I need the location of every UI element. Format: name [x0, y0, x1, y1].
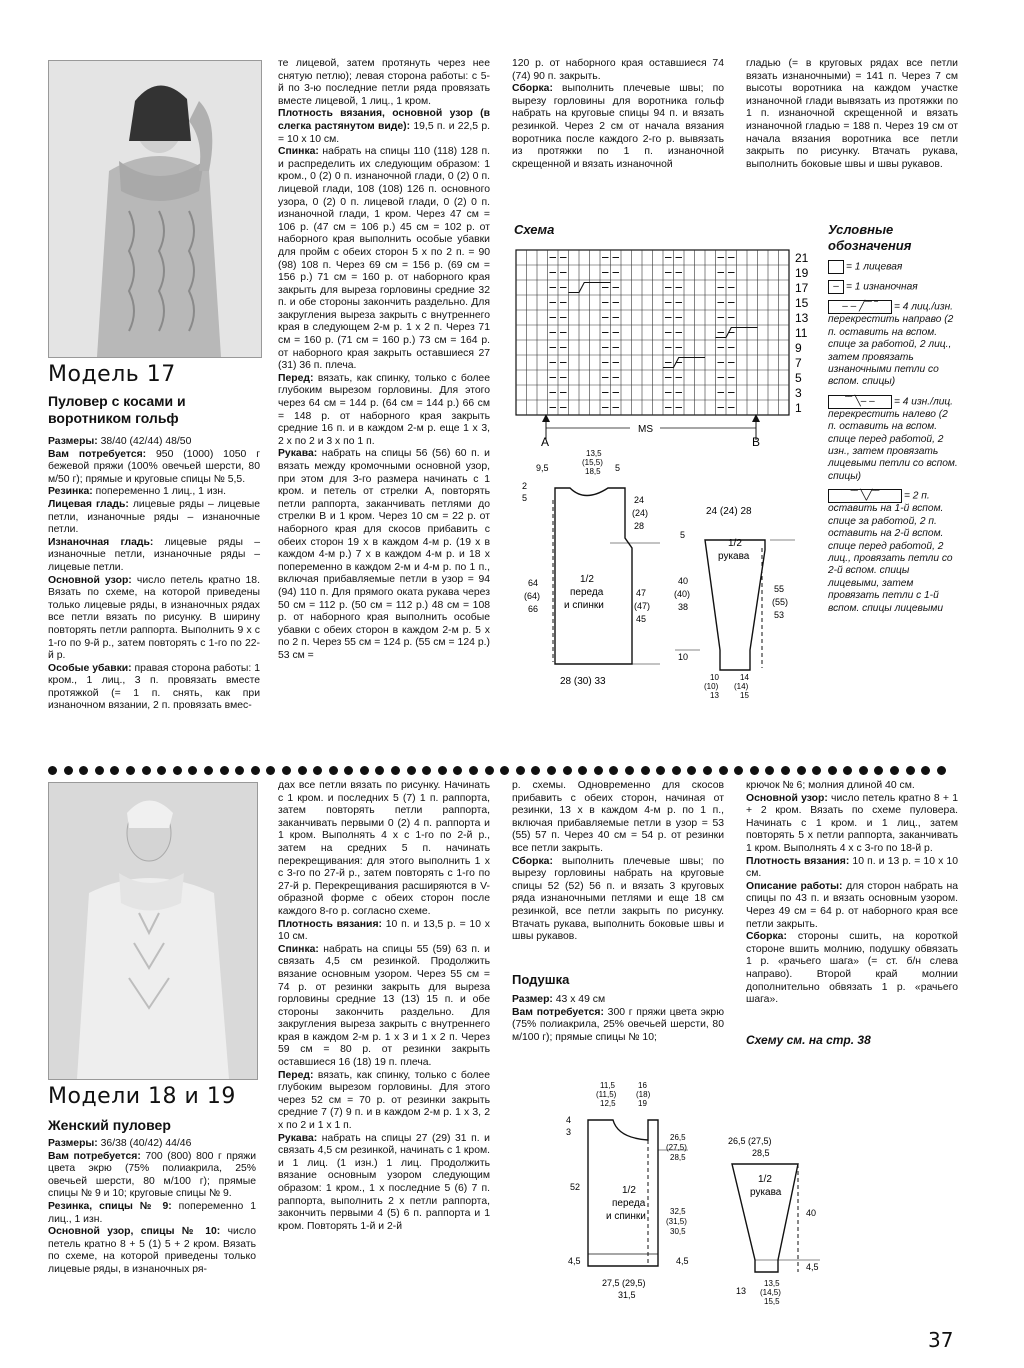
- knitting-chart: [510, 240, 820, 450]
- chart-row-number: 1: [795, 401, 802, 415]
- paragraph-heading: Описание работы:: [746, 880, 843, 892]
- chart-row-number: 9: [795, 341, 802, 355]
- separator-dot-icon: [937, 766, 946, 775]
- b18-n3: 3: [566, 1127, 572, 1137]
- model18-title: Модели 18 и 19: [48, 1084, 236, 1109]
- sleeve-dim-right-3: 53: [774, 610, 785, 620]
- legend-item: [828, 489, 958, 615]
- model18-subtitle: Женский пуловер: [48, 1117, 171, 1133]
- separator-dot-icon: [360, 766, 369, 775]
- paragraph-heading: Плотность вязания, основной узор (в слегка растянутом виде):: [278, 108, 490, 132]
- b18-r1-3: 28,5: [670, 1153, 686, 1162]
- paragraph-text: лицевые ряды – лицевые петли, изнаночные ряды – изнаночные петли.: [48, 498, 260, 536]
- b18-rib-l: 4,5: [568, 1256, 581, 1266]
- paragraph-text: попеременно 1 лиц., 1 изн.: [48, 1200, 256, 1225]
- legend-symbol-icon: [828, 260, 844, 274]
- paragraph-text: число петель кратно 8 + 1 + 2 кром. Вязать по схеме пуловера. Начинать с 1 кром. и 1 лиц., затем повторять 5 х петли раппорта, заканчивать 1 кром. Выполнять 4 х с 3-го по 18-й р.: [746, 792, 958, 854]
- paragraph-text: число петель кратно 18. Вязать по схеме, на которой приведены только лицевые ряды, в изнаночных рядах все петли вязать по рисунку. В ширину повторять петли раппорта. Выполнить 9 х с 1-го по 9-й р., затем повторять с 1-го по 22-й р.: [48, 574, 260, 662]
- paragraph-heading: Размеры:: [48, 1138, 98, 1149]
- separator-dot-icon: [687, 766, 696, 775]
- body-dim-bottom: 28 (30) 33: [560, 676, 606, 687]
- body-dim-shoulder: 9,5: [536, 463, 549, 473]
- paragraph: [512, 58, 724, 83]
- paragraph-text: правая сторона работы: 1 кром., 1 лиц., 3 п. провязать вместе протяжкой (= 1 п. снять, как при изнаночном вязании, 2 п. провязать вмес-: [48, 662, 260, 712]
- separator-dot-icon: [641, 766, 650, 775]
- paragraph-heading: Резинка:: [48, 486, 93, 498]
- separator-dot-icon: [282, 766, 291, 775]
- chart-row-number: 21: [795, 251, 809, 265]
- separator-dot-icon: [173, 766, 182, 775]
- model18-column-1: [48, 1138, 256, 1277]
- model17-column-2: [278, 58, 490, 663]
- paragraph-text: набрать на спицы 110 (118) 128 п. и распределить их следующим образом: 1 кром., 0 (2) 0 п. изнаночной глади, 0 (2) 0 п. лицевой глади, 108 (108) 126 п. основного узора, 0 (2) 0 п. лицевой глади, 0 (2) 0 п. изнаночной глади, 1 кром. Через 47 см = 106 р. (47 см = 106 р.) 45 см = 102 р. от наборного края выполнить особые убавки для пройм с обеих сторон 5 х по 2 п. = 90 (98) 108 п. Через 69 см = 156 р. (69 см = 156 р.) 71 см = 160 р. от наборного края закрыть для выреза горловины средние 32 п. и обе стороны закончить раздельно. Для закругления выреза закрыть с внутреннего края в следующем 2-м р. 1 х 2 п. Через 71 см = 160 р. (71 см = 160 р.) 73 см = 164 р. от наборного края закрыть оставшиеся 27 (31) 36 п. плеча.: [278, 146, 490, 372]
- sleeve-dim-right-2: (55): [772, 597, 789, 607]
- separator-dot-icon: [266, 766, 275, 775]
- paragraph: [746, 881, 958, 931]
- paragraph: [48, 663, 260, 713]
- s18-b-3: 15,5: [764, 1297, 780, 1306]
- legend-text: = 2 п. оставить на 1-й вспом. спице за работой, 2 п. оставить на 2-й вспом. спице перед работой, 2 лиц., провязать петли со 2-й вспом. спицы лицевыми, затем провязать петли с 1-й вспом. спицы лицевыми: [828, 490, 953, 614]
- b18-label-1: 1/2: [622, 1185, 636, 1196]
- body-dim-neck-depth-2: 2: [522, 481, 528, 491]
- body-dim-side-1: 47: [636, 588, 647, 598]
- legend-symbol-icon: ‾‾ ╲– –: [828, 395, 892, 409]
- separator-dot-icon: [719, 766, 728, 775]
- paragraph-heading: Вам потребуется:: [48, 448, 147, 460]
- model18-column-3: [512, 780, 724, 944]
- body-dim-armhole-3: 28: [634, 521, 645, 531]
- separator-dot-icon: [157, 766, 166, 775]
- paragraph: [48, 499, 260, 537]
- paragraph-text: 43 х 49 см: [552, 994, 606, 1005]
- body-label-3: и спинки: [564, 600, 604, 611]
- paragraph-heading: Основной узор, спицы № 10:: [48, 1226, 221, 1238]
- paragraph: [512, 1007, 724, 1045]
- legend-symbol-icon: –: [828, 280, 844, 294]
- paragraph-heading: Вам потребуется:: [512, 1006, 604, 1018]
- sleeve-dim-b2-2: (14): [734, 682, 749, 691]
- ms-label: MS: [638, 424, 653, 435]
- separator-dot-icon: [298, 766, 307, 775]
- paragraph-heading: Спинка:: [278, 943, 319, 955]
- separator-dot-icon: [547, 766, 556, 775]
- b18-t2-2: (18): [636, 1090, 651, 1099]
- b18-r1-2: (27,5): [666, 1143, 687, 1152]
- paragraph-text: дах все петли вязать по рисунку. Начинать с 1 кром. и последних 5 (7) 1 п. раппорта, затем повторять петли раппорта, заканчивать первыми 0 (2) 4 п. раппорта и 1 кром. Выполнять 4 х с 1-го по 2-й р., затем на средних 5 п. начинать перекрещивания: для этого выполнить 1 х с 3-го по 27-й р., затем повторять с 1-го по 27-й р. Перекрещивания расширяются в V-образной форме с обеих сторон после каждого 8-го р. согласно схеме.: [278, 780, 490, 917]
- see-schema-note: Схему см. на стр. 38: [746, 1033, 871, 1047]
- separator-dot-icon: [609, 766, 618, 775]
- separator-dot-icon: [235, 766, 244, 775]
- paragraph-heading: Перед:: [278, 1069, 314, 1081]
- paragraph-text: выполнить плечевые швы; по вырезу горловины для воротника гольф набрать на круговые спицы 94 п. и вязать резинкой. Через 2 см от начала вязания воротника после каждого 2-го р. вывязать из протяжки по 1 п. изнаночной скрещенной и вязать изнаночной: [512, 83, 724, 170]
- paragraph-text: гладью (= в круговых рядах все петли вязать изнаночными) = 141 п. Через 7 см высоты воротника на каждом участке изнаночной глади вывязать из протяжки по 1 п. изнаночной скрещенной и вязать изнаночной гладью = 188 п. Через 19 см от начала вязания воротника все петли закрыть по рисунку. Втачать рукава, выполнить боковые швы и швы рукавов.: [746, 58, 958, 170]
- paragraph: [512, 780, 724, 856]
- body-dim-height-3: 66: [528, 604, 539, 614]
- separator-dot-icon: [391, 766, 400, 775]
- paragraph: [278, 448, 490, 662]
- body-dim-neck-depth-5: 5: [522, 493, 528, 503]
- s18-b-1: 13,5: [764, 1279, 780, 1288]
- chart-row-number: 17: [795, 281, 809, 295]
- dotted-separator: [48, 762, 958, 774]
- chart-row-number: 11: [795, 326, 808, 340]
- b18-label-3: и спинки: [606, 1211, 646, 1222]
- body-dim-armhole-1: 24: [634, 495, 645, 505]
- paragraph-text: р. схемы. Одновременно для скосов прибавить с обеих сторон, начиная от резинки, 13 х в каждом 4-м р. по 1 п., включая прибавляемые петли в узор = 53 (55) 57 п. Через 40 см = 54 р. от резинки все петли закрыть.: [512, 780, 724, 854]
- separator-dot-icon: [531, 766, 540, 775]
- separator-dot-icon: [438, 766, 447, 775]
- separator-dot-icon: [890, 766, 899, 775]
- paragraph: [512, 994, 724, 1007]
- paragraph-heading: Резинка, спицы № 9:: [48, 1200, 172, 1212]
- paragraph: [512, 856, 724, 944]
- separator-dot-icon: [204, 766, 213, 775]
- b18-h: 52: [570, 1182, 581, 1192]
- paragraph: [746, 780, 958, 793]
- b18-t2-3: 19: [638, 1099, 647, 1108]
- separator-dot-icon: [79, 766, 88, 775]
- legend-title: Условные обозначения: [828, 222, 912, 253]
- sleeve-dim-b1-3: 13: [710, 691, 719, 700]
- sleeve-dim-b2-1: 14: [740, 673, 749, 682]
- s18-label-2: рукава: [750, 1187, 782, 1198]
- separator-dot-icon: [220, 766, 229, 775]
- paragraph: [48, 1201, 256, 1226]
- paragraph-heading: Рукава:: [278, 1132, 318, 1144]
- chart-row-number: 15: [795, 296, 809, 310]
- paragraph-heading: Сборка:: [512, 855, 553, 867]
- sleeve-dim-b1-2: (10): [704, 682, 719, 691]
- paragraph: [746, 58, 958, 171]
- paragraph-text: стороны сшить, на короткой стороне вшить молнию, подушку обвязать 1 р. «рачьего шага» (= ст. б/н слева направо). Второй край молнии дополнительно обвязать 1 р. «рачьего шага».: [746, 931, 958, 1006]
- b18-b-2: 31,5: [618, 1290, 636, 1300]
- paragraph-text: крючок № 6; молния длиной 40 см.: [746, 780, 915, 791]
- paragraph: [278, 58, 490, 108]
- paragraph: [746, 793, 958, 856]
- separator-dot-icon: [921, 766, 930, 775]
- paragraph: [48, 537, 260, 575]
- model18-photo: [48, 782, 258, 1080]
- model18-column-2: [278, 780, 490, 1233]
- separator-dot-icon: [797, 766, 806, 775]
- model17-title: Модель 17: [48, 362, 176, 387]
- chart-grid: [516, 250, 789, 415]
- b18-t2-1: 16: [638, 1081, 647, 1090]
- paragraph-text: выполнить плечевые швы; по вырезу горловины набрать на круговые спицы 52 (52) 56 п. и вязать 3 круговых ряда изнаночными петлями и еще 18 см резинкой, все петли закрыть по рисунку. Втачать рукава, выполнить боковые швы и швы рукавов.: [512, 855, 724, 943]
- sleeve-dim-rib: 10: [678, 652, 689, 662]
- separator-dot-icon: [734, 766, 743, 775]
- paragraph: [746, 856, 958, 881]
- paragraph-text: для сторон набрать на спицы по 43 п. и вязать основным узором. Через 49 см = 64 р. от наборного края все петли закрыть.: [746, 880, 958, 930]
- paragraph-heading: Рукава:: [278, 448, 318, 460]
- separator-dot-icon: [453, 766, 462, 775]
- body-dim-neck-2: (15,5): [582, 458, 603, 467]
- body-label-2: переда: [570, 587, 604, 598]
- separator-dot-icon: [126, 766, 135, 775]
- model17-body-schematic: [520, 448, 660, 698]
- paragraph-text: вязать, как спинку, только с более глубоким вырезом горловины. Для этого через 64 см = 144 р. (64 см = 144 р.) 66 см = 148 р. от наборного края закрыть средние 16 п. и в каждом 2-м р. еще 1 х 3, 2 х по 2 и 3 х по 1 п.: [278, 372, 490, 447]
- paragraph-text: 10 п. и 13 р. = 10 х 10 см.: [746, 855, 958, 880]
- legend-symbol-icon: ‾‾ ╲╱‾‾: [828, 489, 902, 503]
- paragraph-heading: Размер:: [512, 994, 553, 1005]
- paragraph-text: 10 п. и 13,5 р. = 10 х 10 см.: [278, 918, 490, 943]
- paragraph-heading: Изнаночная гладь:: [48, 536, 154, 548]
- sleeve-label-1: 1/2: [728, 538, 742, 549]
- separator-dot-icon: [781, 766, 790, 775]
- b18-n4: 4: [566, 1115, 572, 1125]
- sleeve-dim-left-2: (40): [674, 589, 691, 599]
- model17-column-1: [48, 436, 260, 713]
- paragraph-text: попеременно 1 лиц., 1 изн.: [92, 486, 227, 498]
- paragraph-heading: Сборка:: [746, 931, 787, 943]
- paragraph: [48, 449, 260, 487]
- page-number: 37: [928, 1328, 954, 1352]
- separator-dot-icon: [64, 766, 73, 775]
- separator-dot-icon: [672, 766, 681, 775]
- paragraph: [278, 1133, 490, 1234]
- legend-symbol-icon: – – ╱‾‾ ‾: [828, 300, 892, 314]
- arrow-a-label: A: [541, 435, 550, 449]
- paragraph-text: лицевые ряды – изнаночные петли, изнаночные ряды – лицевые петли.: [48, 536, 260, 573]
- separator-dot-icon: [48, 766, 57, 775]
- paragraph: [48, 575, 260, 663]
- sleeve-dim-top: 24 (24) 28: [706, 506, 752, 517]
- legend-item: [828, 300, 958, 389]
- b18-r2-1: 32,5: [670, 1207, 686, 1216]
- model17-subtitle: Пуловер с косами и воротником гольф: [48, 393, 186, 426]
- separator-dot-icon: [422, 766, 431, 775]
- pillow-title: Подушка: [512, 972, 570, 987]
- s18-label-1: 1/2: [758, 1174, 772, 1185]
- paragraph: [48, 1138, 256, 1151]
- body-dim-armhole-2: (24): [632, 508, 649, 518]
- body-dim-height-1: 64: [528, 578, 539, 588]
- paragraph-text: набрать на спицы 55 (59) 63 п. и связать 4,5 см резинкой. Продолжить вязание основным узором. Через 55 см = 74 р. от резинки закрыть для выреза горловины средние 13 (13) 15 п. и обе стороны закончить раздельно. Для закругления выреза закрыть с внутреннего края в каждом 2-м р. 1 х 3 и 1 х 2 п. Через 59 см = 80 р. от резинки закрыть оставшиеся 16 (18) 19 п. плеча.: [278, 943, 490, 1069]
- pillow-column: [512, 994, 724, 1044]
- separator-dot-icon: [594, 766, 603, 775]
- paragraph-text: 36/38 (40/42) 44/46: [97, 1138, 192, 1149]
- chart-row-numbers: [795, 251, 809, 415]
- model18-figure: [49, 783, 257, 1079]
- paragraph: [278, 780, 490, 919]
- b18-r1-1: 26,5: [670, 1133, 686, 1142]
- paragraph-text: набрать на спицы 27 (29) 31 п. и связать 4,5 см резинкой, начинать с 1 кром. и 1 лиц. (1 изн.) 1 лиц. Продолжить вязание основным узором следующим образом: 1 кром., 1 х последние 5 (6) 7 п. раппорта, выполнить 2 х петли раппорта, закончить первыми 4 (5) 6 п. раппорта и 1 кром. Повторять 1-й и 2-й: [278, 1132, 490, 1232]
- chart-row-number: 3: [795, 386, 802, 400]
- paragraph-text: 38/40 (42/44) 48/50: [97, 436, 192, 447]
- s18-b-2: (14,5): [760, 1288, 781, 1297]
- model17-column-4: [746, 58, 958, 171]
- paragraph-heading: Особые убавки:: [48, 662, 132, 674]
- b18-rib-r: 4,5: [676, 1256, 689, 1266]
- paragraph-heading: Спинка:: [278, 146, 319, 158]
- separator-dot-icon: [625, 766, 634, 775]
- separator-dot-icon: [578, 766, 587, 775]
- paragraph: [278, 944, 490, 1070]
- b18-t1-1: 11,5: [600, 1081, 615, 1090]
- s18-top-1: 26,5 (27,5): [728, 1136, 772, 1146]
- paragraph-text: набрать на спицы 56 (56) 60 п. и вязать между кромочными основной узор, при этом для 3-го размера начинать с 1 кром. и петель от стрелки А, повторять петли раппорта, заканчивать петлями до стрелки В и 1 кром. Через 10 см = 22 р. от наборного края для скосов прибавить с обеих сторон 19 х в каждом 4-м р. (19 х в каждом 4-м р.) 7 х в каждом 4-м р. и 18 х попеременно в каждом 2-м и 4-м р. по 1 п., включая прибавляемые петли в узор = 94 (94) 110 п. Для прямого оката рукава через 50 см = 112 р. (50 см = 112 р.) 48 см = 108 р. от наборного края выполнить особые убавки с обеих сторон в каждом 2-м р. 5 х по 2 п. Через 55 см = 124 р. (55 см = 124 р.) 53 см =: [278, 448, 490, 661]
- paragraph-text: число петель кратно 8 + 5 (1) 5 + 2 кром. Вязать по схеме, на которой приведены только лицевые ряды, в изнаночных ря-: [48, 1226, 256, 1275]
- separator-dot-icon: [500, 766, 509, 775]
- legend-item: [828, 260, 958, 274]
- paragraph: [48, 486, 260, 499]
- b18-r2-2: (31,5): [666, 1217, 687, 1226]
- paragraph: [746, 931, 958, 1007]
- body-dim-neck-side: 5: [615, 463, 621, 473]
- separator-dot-icon: [469, 766, 478, 775]
- body-dim-side-2: (47): [634, 601, 651, 611]
- separator-dot-icon: [656, 766, 665, 775]
- separator-dot-icon: [812, 766, 821, 775]
- separator-dot-icon: [407, 766, 416, 775]
- body-dim-height-2: (64): [524, 591, 541, 601]
- model17-photo: [48, 60, 262, 358]
- separator-dot-icon: [110, 766, 119, 775]
- sleeve-dim-cap: 5: [680, 530, 686, 540]
- paragraph: [48, 1226, 256, 1276]
- separator-dot-icon: [828, 766, 837, 775]
- separator-dot-icon: [516, 766, 525, 775]
- separator-dot-icon: [188, 766, 197, 775]
- paragraph: [278, 108, 490, 146]
- s18-b-l: 13: [736, 1286, 747, 1296]
- paragraph: [48, 436, 260, 449]
- separator-dot-icon: [329, 766, 338, 775]
- paragraph: [278, 146, 490, 373]
- s18-top-2: 28,5: [752, 1148, 770, 1158]
- body-dim-neck-3: 18,5: [585, 467, 601, 476]
- paragraph-heading: Плотность вязания:: [746, 855, 850, 867]
- paragraph-heading: Вам потребуется:: [48, 1150, 141, 1162]
- separator-dot-icon: [251, 766, 260, 775]
- separator-dot-icon: [95, 766, 104, 775]
- separator-dot-icon: [750, 766, 759, 775]
- model18-column-4: [746, 780, 958, 1007]
- legend-text: = 4 изн./лиц. перекрестить налево (2 п. оставить на вспом. спице перед работой, 2 изн., затем провязать лицевыми петли со вспом. спицы): [828, 396, 958, 482]
- paragraph-text: 19,5 п. и 22,5 р. = 10 х 10 см.: [278, 120, 490, 145]
- s18-h: 40: [806, 1208, 817, 1218]
- paragraph: [512, 83, 724, 171]
- model18-body-schematic: [558, 1078, 708, 1308]
- separator-dot-icon: [313, 766, 322, 775]
- paragraph-heading: Перед:: [278, 372, 314, 384]
- chart-title: Схема: [514, 222, 555, 237]
- paragraph: [278, 1070, 490, 1133]
- paragraph-text: вязать, как спинку, только с более глубоким вырезом горловины. Для этого через 52 см = 70 р. от резинки закрыть средние 7 (7) 9 п. и в каждом 2-м р. 1 х 3, 2 х по 2 и 1 х 1 п.: [278, 1069, 490, 1132]
- legend-text: = 4 лиц./изн. перекрестить направо (2 п. оставить на вспом. спице за работой, 2 лиц., затем провязать изнаночными петли со вспом. спицы): [828, 301, 954, 388]
- separator-dot-icon: [765, 766, 774, 775]
- chart-row-number: 5: [795, 371, 802, 385]
- model17-figure: [49, 61, 261, 357]
- chart-row-number: 13: [795, 311, 809, 325]
- separator-dot-icon: [874, 766, 883, 775]
- legend-item: [828, 280, 958, 294]
- chart-row-number: 19: [795, 266, 809, 280]
- paragraph-text: 300 г пряжи цвета экрю (75% полиакрила, 25% овечьей шерсти, 80 м/100 г); прямые спицы № 10;: [512, 1006, 724, 1043]
- separator-dot-icon: [906, 766, 915, 775]
- paragraph-text: 120 р. от наборного края оставшиеся 74 (74) 90 п. закрыть.: [512, 58, 724, 82]
- separator-dot-icon: [485, 766, 494, 775]
- paragraph: [278, 919, 490, 944]
- separator-dot-icon: [563, 766, 572, 775]
- sleeve-dim-left-3: 38: [678, 602, 689, 612]
- paragraph-heading: Основной узор:: [746, 792, 828, 804]
- body-dim-side-3: 45: [636, 614, 647, 624]
- model18-sleeve-schematic: [720, 1132, 830, 1312]
- paragraph-heading: Лицевая гладь:: [48, 498, 129, 510]
- legend: [828, 260, 958, 621]
- separator-dot-icon: [859, 766, 868, 775]
- chart-row-number: 7: [795, 356, 802, 370]
- paragraph-heading: Плотность вязания:: [278, 918, 382, 930]
- paragraph: [48, 1151, 256, 1201]
- b18-label-2: переда: [612, 1198, 646, 1209]
- separator-dot-icon: [843, 766, 852, 775]
- legend-item: [828, 395, 958, 484]
- sleeve-dim-b2-3: 15: [740, 691, 749, 700]
- paragraph-text: 700 (800) 800 г пряжи цвета экрю (75% полиакрила, 25% овечьей шерсти, 80 м/100 г); прямые спицы № 9 и 10; круговые спицы № 9.: [48, 1150, 256, 1200]
- b18-t1-3: 12,5: [600, 1099, 616, 1108]
- paragraph-heading: Размеры:: [48, 436, 98, 447]
- separator-dot-icon: [142, 766, 151, 775]
- arrow-b-label: B: [752, 435, 761, 449]
- paragraph: [278, 373, 490, 449]
- model17-sleeve-schematic: [670, 500, 800, 710]
- sleeve-dim-right-1: 55: [774, 584, 785, 594]
- separator-dot-icon: [375, 766, 384, 775]
- body-label-1: 1/2: [580, 574, 594, 585]
- paragraph-heading: Основной узор:: [48, 574, 132, 586]
- sleeve-label-2: рукава: [718, 551, 750, 562]
- separator-dot-icon: [703, 766, 712, 775]
- model17-column-3: [512, 58, 724, 171]
- paragraph-text: 950 (1000) 1050 г бежевой пряжи (100% овечьей шерсти, 80 м/50 г); прямые и круговые спицы № 5,5.: [48, 448, 260, 485]
- b18-r2-3: 30,5: [670, 1227, 686, 1236]
- paragraph-heading: Сборка:: [512, 83, 553, 95]
- b18-b-1: 27,5 (29,5): [602, 1278, 646, 1288]
- sleeve-dim-b1-1: 10: [710, 673, 719, 682]
- legend-text: = 1 изнаночная: [846, 281, 918, 293]
- legend-text: = 1 лицевая: [846, 261, 903, 273]
- paragraph-text: те лицевой, затем протянуть через нее снятую петлю); левая сторона работы: с 5-й по 3-ю последние петли ряда провязать вместе лицевой, 1 лиц., 1 кром.: [278, 58, 490, 107]
- separator-dot-icon: [344, 766, 353, 775]
- s18-rib: 4,5: [806, 1262, 819, 1272]
- sleeve-dim-left-1: 40: [678, 576, 689, 586]
- b18-t1-2: (11,5): [596, 1090, 617, 1099]
- body-dim-neck-1: 13,5: [586, 449, 602, 458]
